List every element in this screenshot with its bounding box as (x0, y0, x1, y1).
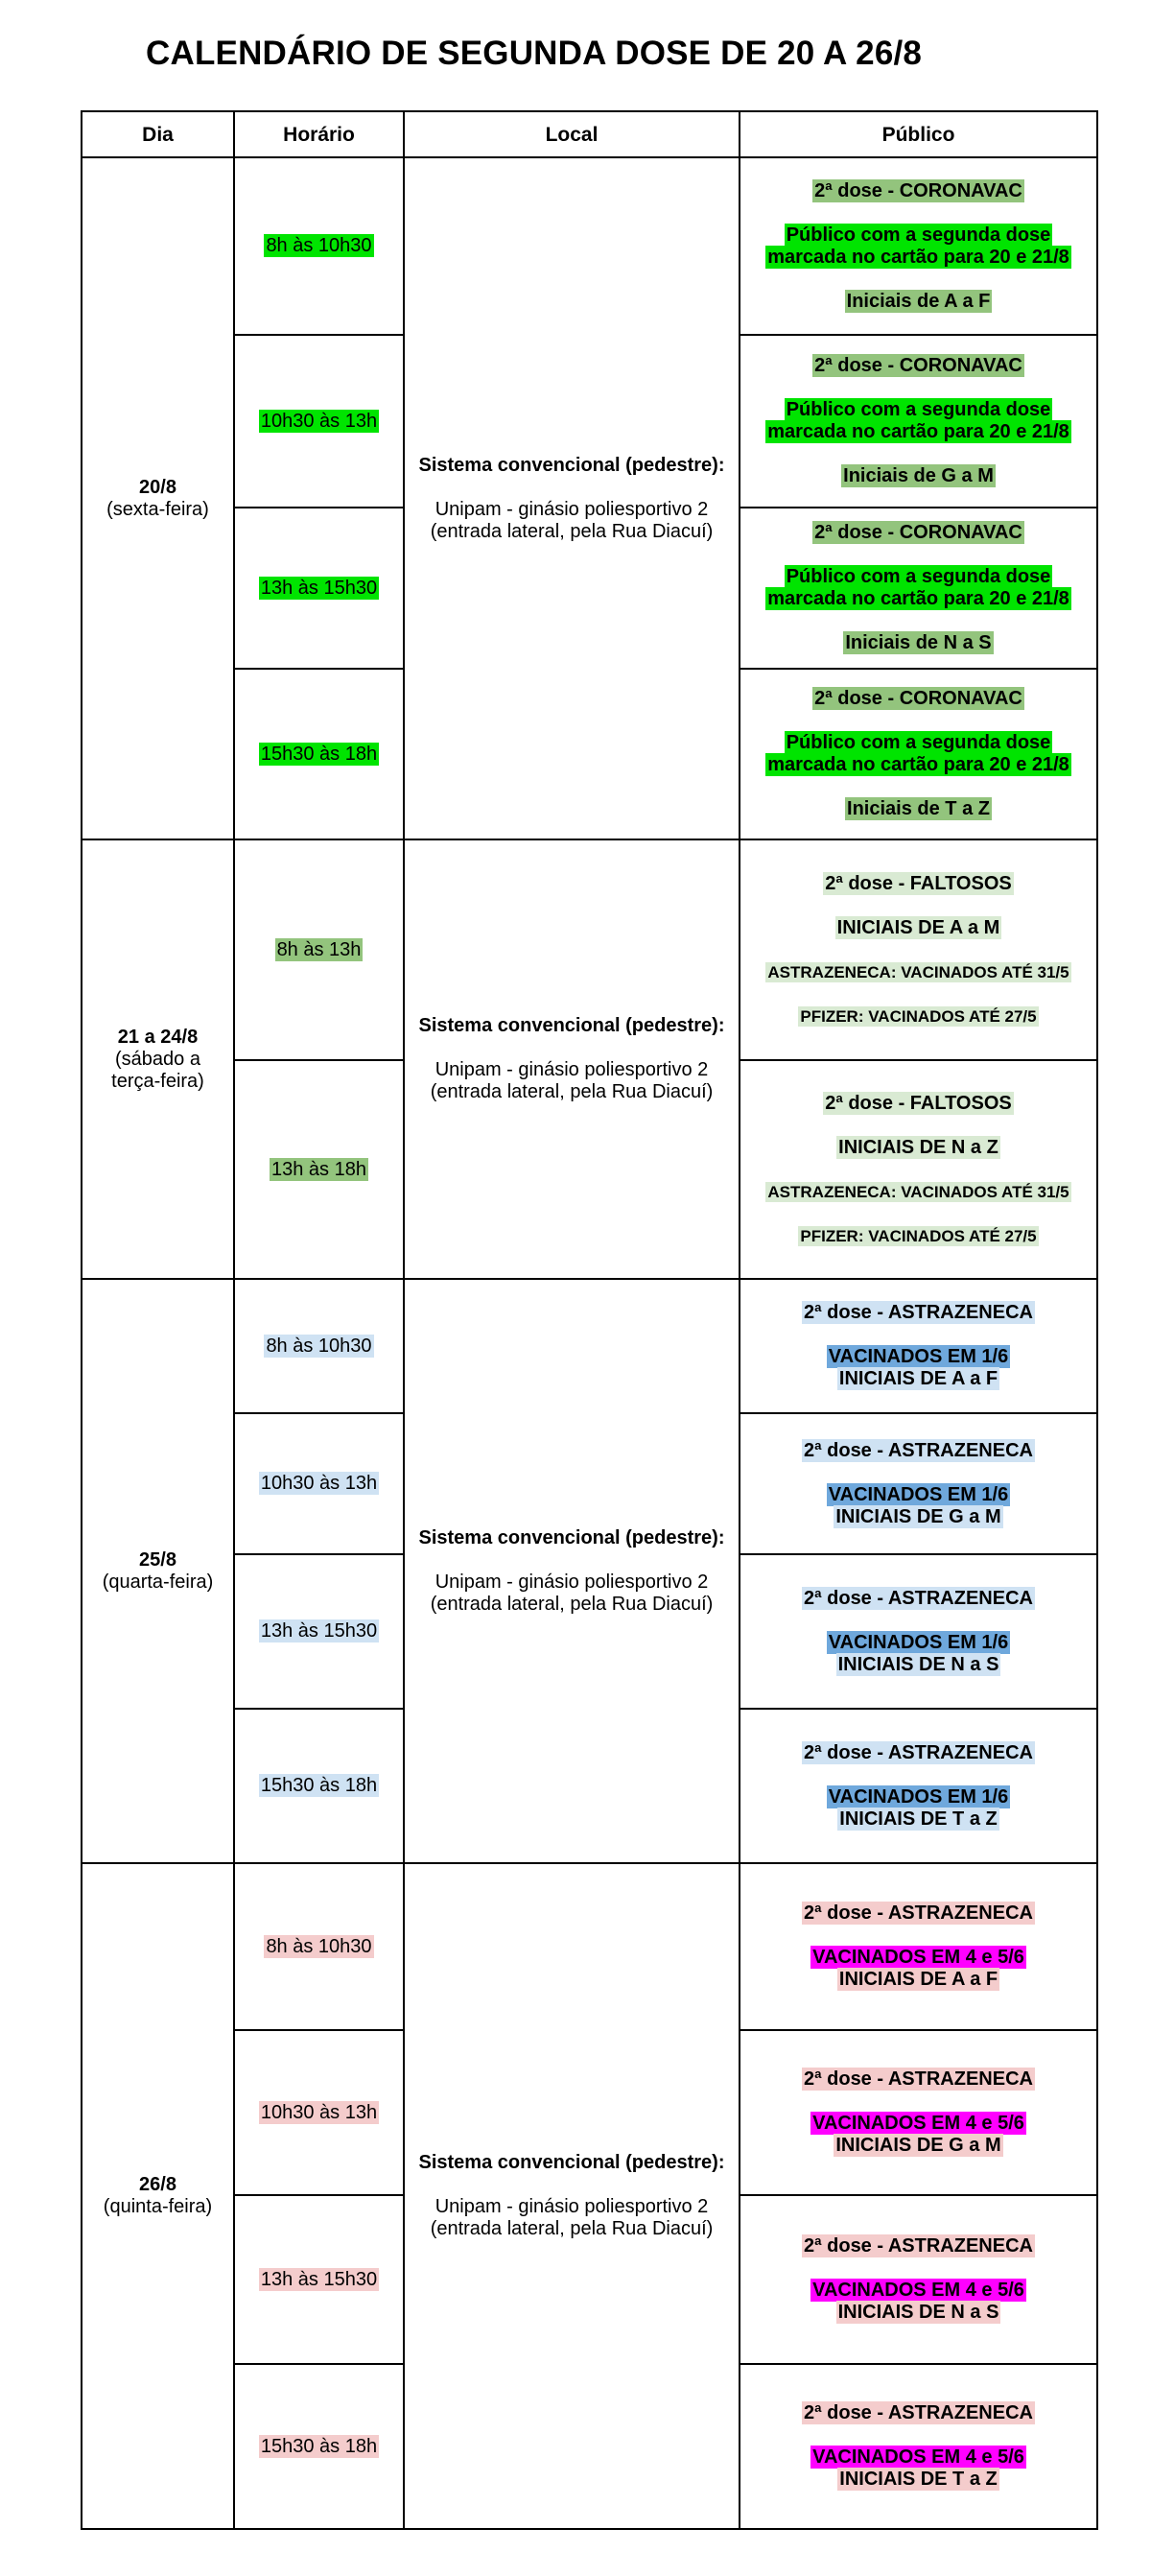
vaccinated-label: VACINADOS EM 1/6 (828, 1483, 1009, 1505)
vaccinated-label: VACINADOS EM 4 e 5/6 (812, 2280, 1024, 2301)
schedule-table (81, 110, 1098, 2530)
initials-label: Iniciais de T a Z (847, 798, 990, 819)
public-line: Público com a segunda dose (786, 224, 1051, 246)
time-label: 8h às 10h30 (266, 235, 372, 256)
dose-label: 2ª dose - CORONAVAC (814, 355, 1022, 376)
time-cell (234, 2030, 404, 2195)
public-cell (740, 1554, 1097, 1709)
time-label: 15h30 às 18h (260, 2435, 378, 2457)
time-cell (234, 335, 404, 508)
initials-label: Iniciais de A a F (846, 290, 991, 312)
pfizer-label: PFIZER: VACINADOS ATÉ 27/5 (800, 1006, 1037, 1026)
public-line: Público com a segunda dose (786, 566, 1051, 587)
location-cell (404, 839, 740, 1279)
time-cell (234, 1279, 404, 1413)
public-cell (740, 1709, 1097, 1863)
initials-label: INICIAIS DE N a S (837, 1653, 999, 1675)
time-cell (234, 1060, 404, 1279)
location-cell (404, 157, 740, 839)
dose-label: 2ª dose - CORONAVAC (814, 688, 1022, 709)
vaccinated-label: VACINADOS EM 1/6 (828, 1785, 1009, 1808)
public-cell (740, 508, 1097, 669)
time-cell (234, 1413, 404, 1554)
time-label: 10h30 às 13h (260, 410, 378, 432)
vaccinated-label: VACINADOS EM 4 e 5/6 (812, 1947, 1024, 1968)
dose-label: 2ª dose - ASTRAZENECA (804, 1741, 1033, 1763)
public-cell (740, 1863, 1097, 2030)
vaccinated-label: VACINADOS EM 4 e 5/6 (812, 2446, 1024, 2468)
time-label: 10h30 às 13h (260, 1473, 378, 1494)
public-cell (740, 2364, 1097, 2529)
day-cell (82, 839, 234, 1279)
initials-label: INICIAIS DE A a F (838, 1969, 998, 1990)
dose-label: 2ª dose - FALTOSOS (825, 1092, 1012, 1114)
initials-label: INICIAIS DE G a M (835, 1505, 1001, 1527)
initials-label: INICIAIS DE T a Z (839, 2469, 998, 2490)
astrazeneca-label: ASTRAZENECA: VACINADOS ATÉ 31/5 (767, 962, 1069, 981)
time-cell (234, 1554, 404, 1709)
public-cell (740, 335, 1097, 508)
astrazeneca-label: ASTRAZENECA: VACINADOS ATÉ 31/5 (767, 1182, 1069, 1201)
time-cell (234, 669, 404, 839)
vaccinated-label: VACINADOS EM 4 e 5/6 (812, 2113, 1024, 2134)
dose-label: 2ª dose - ASTRAZENECA (804, 1302, 1033, 1323)
day-cell (82, 157, 234, 839)
dose-label: 2ª dose - ASTRAZENECA (804, 1902, 1033, 1924)
dose-label: 2ª dose - ASTRAZENECA (804, 1587, 1033, 1609)
location-line: Unipam - ginásio poliesportivo 2 (435, 1059, 709, 1080)
time-label: 13h às 15h30 (260, 2268, 378, 2290)
location-line: (entrada lateral, pela Rua Diacuí) (430, 2218, 714, 2239)
location-line: Unipam - ginásio poliesportivo 2 (435, 2196, 709, 2217)
page-title: CALENDÁRIO DE SEGUNDA DOSE DE 20 A 26/8 (146, 35, 923, 72)
location-line: (entrada lateral, pela Rua Diacuí) (430, 520, 714, 542)
public-cell (740, 2030, 1097, 2195)
day-weekday: (quinta-feira) (103, 2196, 213, 2217)
pfizer-label: PFIZER: VACINADOS ATÉ 27/5 (800, 1226, 1037, 1245)
public-cell (740, 1060, 1097, 1279)
time-label: 10h30 às 13h (260, 2101, 378, 2123)
dose-label: 2ª dose - FALTOSOS (825, 872, 1012, 894)
initials-label: INICIAIS DE N a Z (838, 1136, 998, 1158)
dose-label: 2ª dose - CORONAVAC (814, 522, 1022, 543)
initials-label: Iniciais de G a M (843, 465, 994, 486)
time-label: 15h30 às 18h (260, 743, 378, 765)
time-label: 13h às 15h30 (260, 1620, 378, 1642)
public-line: marcada no cartão para 20 e 21/8 (767, 421, 1069, 442)
day-date: 21 a 24/8 (117, 1026, 199, 1048)
time-label: 13h às 15h30 (260, 577, 378, 599)
day-cell (82, 1863, 234, 2529)
day-date: 20/8 (139, 476, 176, 498)
header-dia: Dia (82, 111, 234, 157)
public-cell (740, 839, 1097, 1060)
location-line: (entrada lateral, pela Rua Diacuí) (430, 1593, 714, 1615)
public-line: Público com a segunda dose (786, 732, 1051, 753)
header-horario: Horário (234, 111, 404, 157)
dose-label: 2ª dose - ASTRAZENECA (804, 2402, 1033, 2423)
location-title: Sistema convencional (pedestre): (418, 2152, 725, 2173)
time-label: 8h às 13h (276, 938, 362, 960)
public-line: marcada no cartão para 20 e 21/8 (767, 588, 1069, 609)
public-line: marcada no cartão para 20 e 21/8 (767, 246, 1069, 268)
public-cell (740, 2195, 1097, 2364)
location-line: (entrada lateral, pela Rua Diacuí) (430, 1081, 714, 1102)
dose-label: 2ª dose - CORONAVAC (814, 179, 1022, 201)
time-label: 15h30 às 18h (260, 1775, 378, 1796)
day-cell (82, 1279, 234, 1863)
public-cell (740, 1279, 1097, 1413)
vaccinated-label: VACINADOS EM 1/6 (828, 1346, 1009, 1367)
location-line: Unipam - ginásio poliesportivo 2 (435, 498, 709, 520)
day-weekday: (quarta-feira) (102, 1571, 214, 1593)
location-title: Sistema convencional (pedestre): (418, 454, 725, 476)
dose-label: 2ª dose - ASTRAZENECA (804, 2235, 1033, 2257)
initials-label: INICIAIS DE A a M (836, 916, 1000, 938)
vaccinated-label: VACINADOS EM 1/6 (828, 1631, 1009, 1653)
location-cell (404, 1279, 740, 1863)
public-line: Público com a segunda dose (786, 399, 1051, 420)
day-weekday: terça-feira) (111, 1070, 204, 1092)
location-line: Unipam - ginásio poliesportivo 2 (435, 1571, 709, 1593)
time-label: 8h às 10h30 (266, 1335, 372, 1357)
time-cell (234, 1863, 404, 2030)
dose-label: 2ª dose - ASTRAZENECA (804, 2068, 1033, 2090)
day-weekday: (sexta-feira) (106, 498, 209, 520)
time-cell (234, 839, 404, 1060)
public-cell (740, 1413, 1097, 1554)
dose-label: 2ª dose - ASTRAZENECA (804, 1439, 1033, 1461)
time-label: 8h às 10h30 (266, 1935, 372, 1957)
table-header-row (82, 111, 1097, 157)
initials-label: INICIAIS DE G a M (835, 2135, 1001, 2156)
time-cell (234, 2364, 404, 2529)
location-title: Sistema convencional (pedestre): (418, 1015, 725, 1036)
day-date: 25/8 (139, 1548, 176, 1571)
time-label: 13h às 18h (271, 1158, 366, 1180)
time-cell (234, 157, 404, 335)
initials-label: INICIAIS DE T a Z (839, 1808, 998, 1830)
location-cell (404, 1863, 740, 2529)
public-line: marcada no cartão para 20 e 21/8 (767, 754, 1069, 775)
location-title: Sistema convencional (pedestre): (418, 1526, 725, 1548)
initials-label: INICIAIS DE N a S (837, 2302, 999, 2323)
public-cell (740, 157, 1097, 335)
day-weekday: (sábado a (115, 1048, 200, 1070)
header-publico: Público (740, 111, 1097, 157)
initials-label: Iniciais de N a S (845, 632, 992, 653)
table-row (82, 157, 1097, 335)
time-cell (234, 2195, 404, 2364)
table-row (82, 1863, 1097, 2030)
time-cell (234, 1709, 404, 1863)
time-cell (234, 508, 404, 669)
table-row (82, 1279, 1097, 1413)
table-row (82, 839, 1097, 1060)
initials-label: INICIAIS DE A a F (838, 1368, 998, 1389)
day-date: 26/8 (139, 2174, 176, 2195)
header-local: Local (404, 111, 740, 157)
public-cell (740, 669, 1097, 839)
